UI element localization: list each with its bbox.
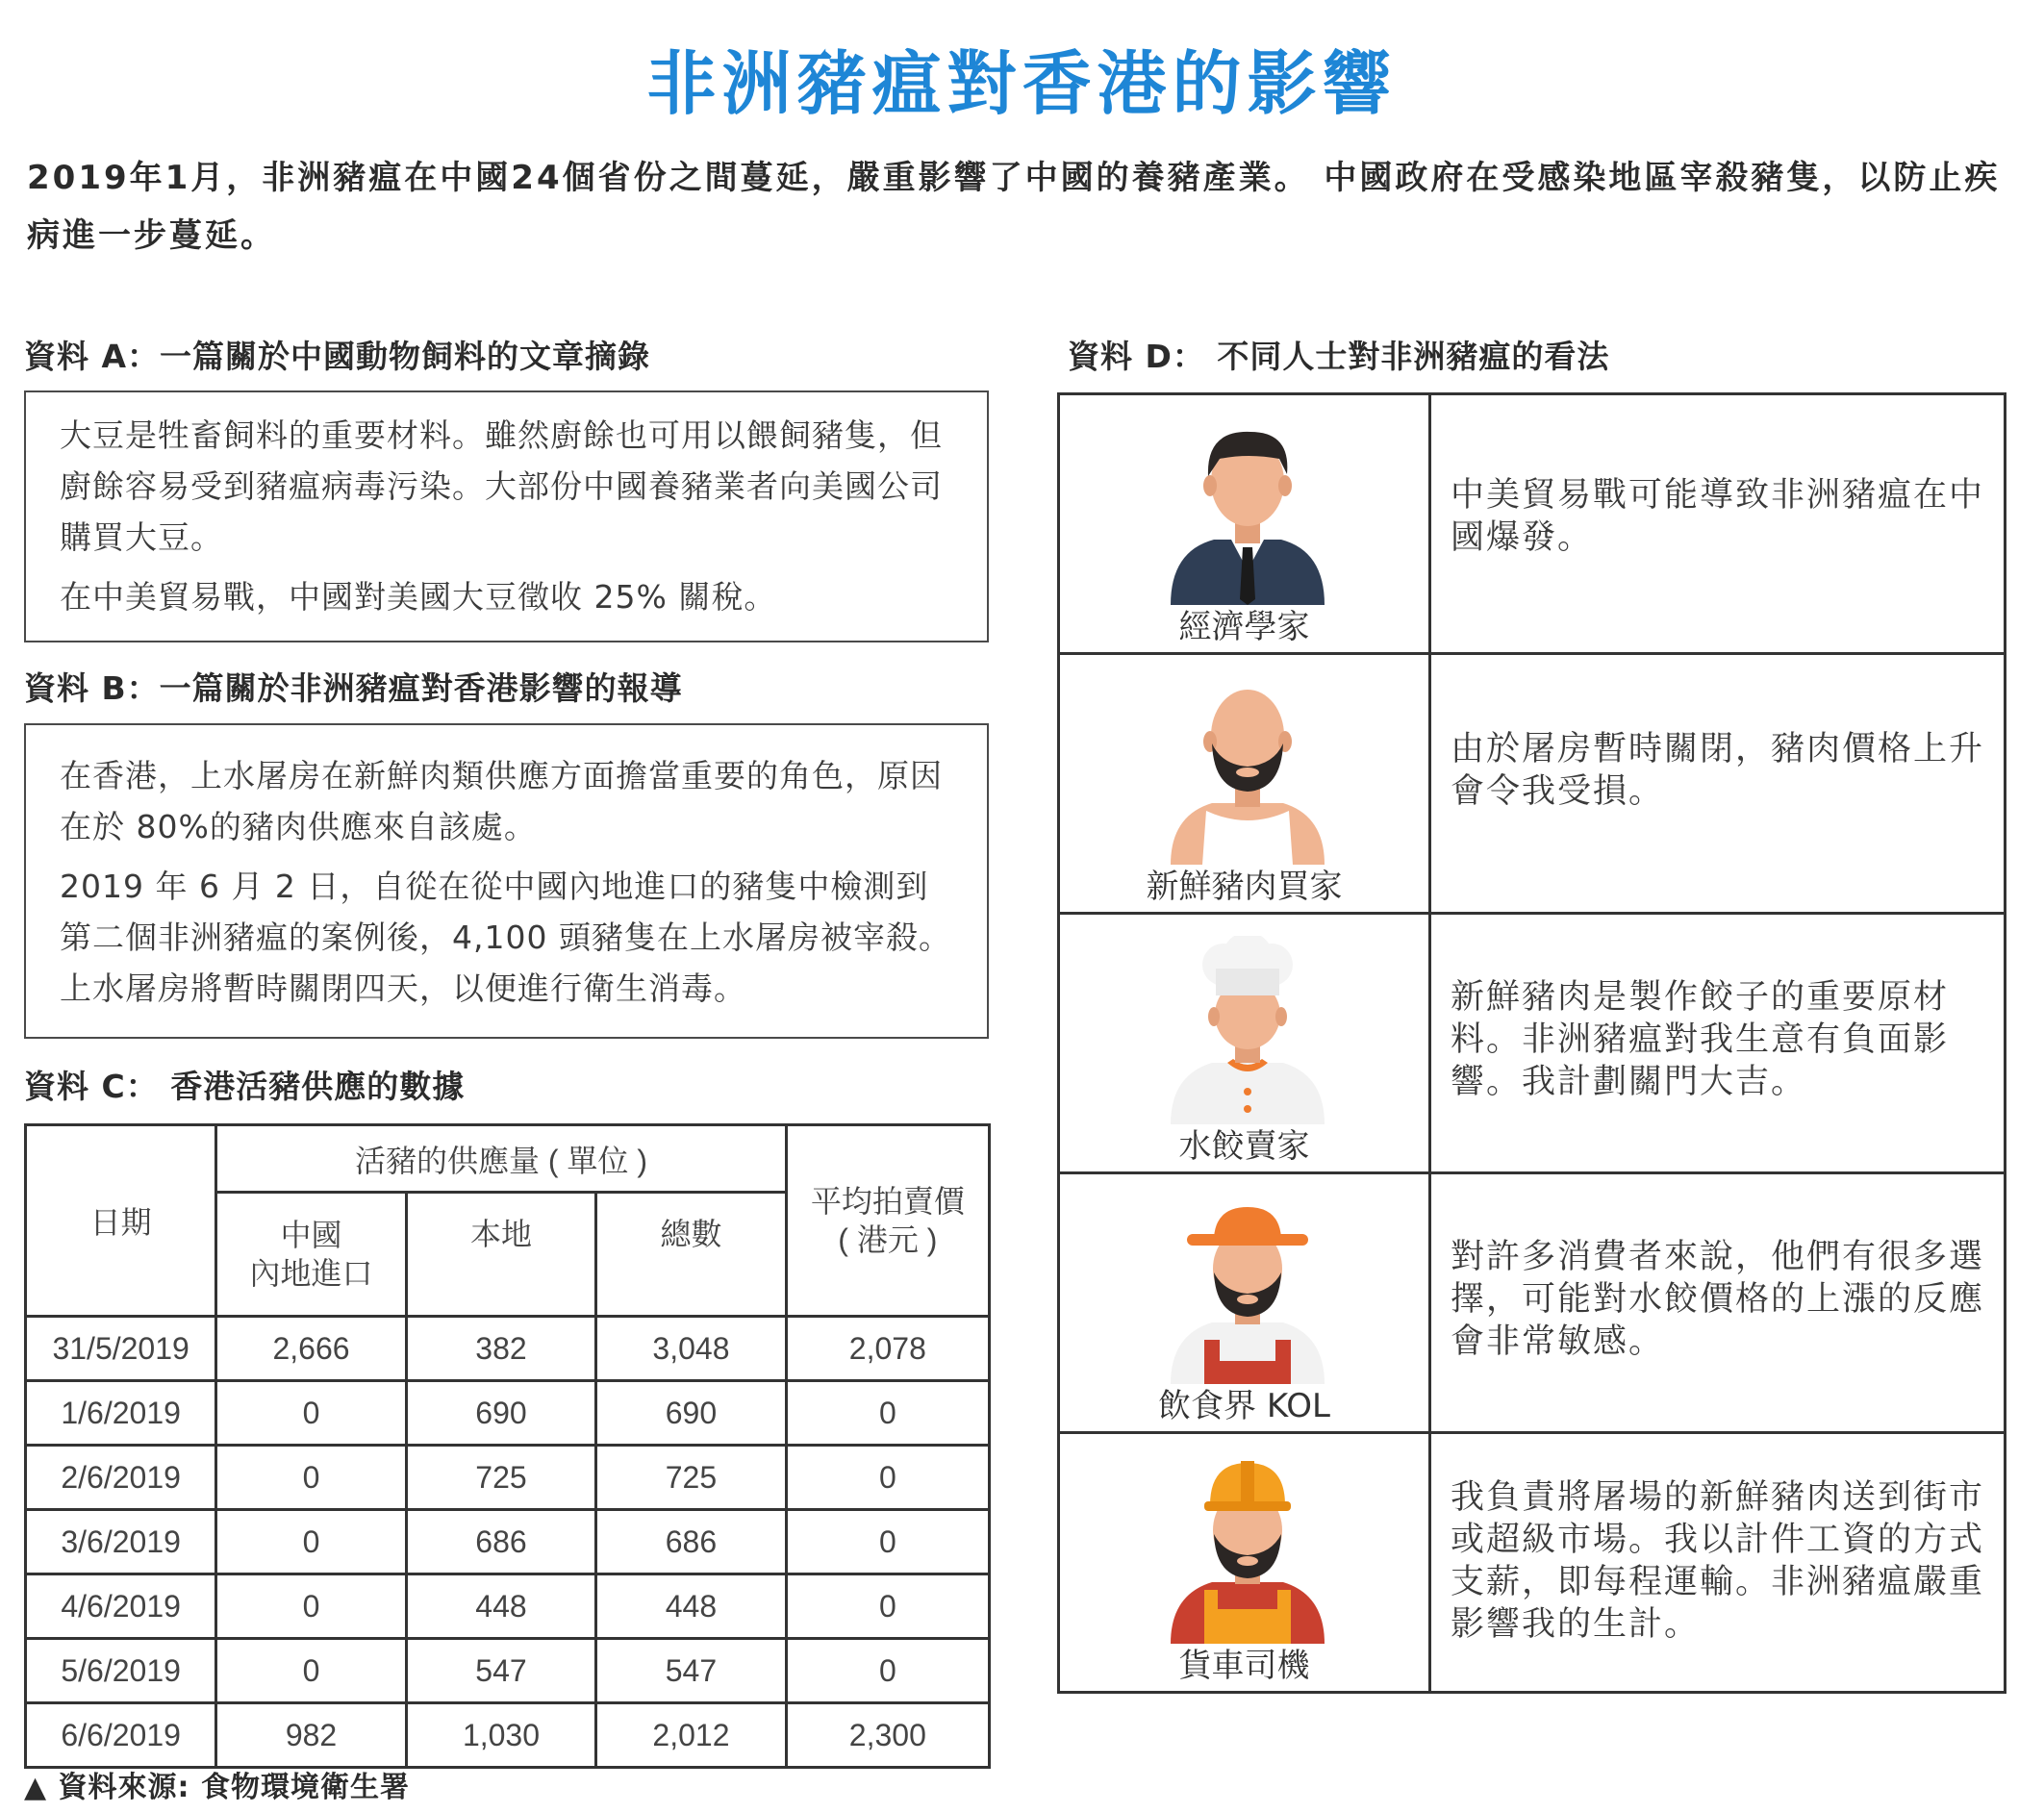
person-label: 經濟學家 (1178, 608, 1310, 646)
table-row (26, 1703, 990, 1768)
cell-local: 382 (406, 1317, 595, 1381)
cell-total: 690 (596, 1381, 786, 1446)
cell-local: 448 (406, 1574, 595, 1639)
table-row (26, 1381, 990, 1446)
cell-date: 31/5/2019 (26, 1317, 216, 1381)
cell-date: 5/6/2019 (26, 1639, 216, 1703)
kol-icon (1166, 1196, 1329, 1384)
opinion-row (1059, 394, 2006, 654)
cell-local: 686 (406, 1510, 595, 1574)
source-b-paragraph-2: 2019 年 6 月 2 日，自從在從中國內地進口的豬隻中檢測到第二個非洲豬瘟的案例後，4,100 頭豬隻在上水屠房被宰殺。上水屠房將暫時關閉四天，以便進行衛生消毒。 (60, 868, 951, 1007)
cell-total: 3,048 (596, 1317, 786, 1381)
pork-buyer-icon (1166, 676, 1329, 865)
page-title: 非洲豬瘟對香港的影響 (646, 43, 1398, 124)
cell-price: 0 (786, 1574, 989, 1639)
opinion-row (1059, 1433, 2006, 1693)
cell-mainland: 0 (216, 1574, 406, 1639)
col-header-price (786, 1125, 989, 1317)
cell-local: 725 (406, 1446, 595, 1510)
source-a-heading: 資料 A：一篇關於中國動物飼料的文章摘錄 (24, 338, 651, 375)
cell-price: 0 (786, 1446, 989, 1510)
col-header-price-line1: 平均拍賣價 (810, 1184, 965, 1219)
chef-icon (1166, 936, 1329, 1124)
source-a-paragraph-1: 大豆是牲畜飼料的重要材料。雖然廚餘也可用以餵飼豬隻，但廚餘容易受到豬瘟病毒污染。大部份中國養豬業者向美國公司購買大豆。 (60, 416, 943, 556)
opinion-row (1059, 654, 2006, 914)
opinion-quote: 我負責將屠場的新鮮豬肉送到街市或超級市場。我以計件工資的方式支薪，即每程運輸。非洲豬瘟嚴重影響我的生計。 (1451, 1478, 1985, 1644)
economist-icon (1166, 416, 1329, 605)
person-cell (1059, 1173, 1430, 1433)
person-cell (1059, 654, 1430, 914)
cell-total: 547 (596, 1639, 786, 1703)
source-b-paragraph-1: 在香港，上水屠房在新鮮肉類供應方面擔當重要的角色，原因在於 80%的豬肉供應來自該處。 (60, 757, 943, 845)
person-label: 新鮮豬肉買家 (1146, 868, 1343, 906)
col-header-total: 總數 (596, 1193, 786, 1317)
col-header-mainland (216, 1193, 406, 1317)
quote-cell (1430, 394, 2006, 654)
cell-local: 1,030 (406, 1703, 595, 1768)
cell-total: 725 (596, 1446, 786, 1510)
col-header-price-line2: ( 港元 ) (838, 1222, 938, 1257)
table-row (26, 1446, 990, 1510)
cell-mainland: 2,666 (216, 1317, 406, 1381)
cell-date: 3/6/2019 (26, 1510, 216, 1574)
opinion-row (1059, 1173, 2006, 1433)
quote-cell (1430, 654, 2006, 914)
table-row (26, 1510, 990, 1574)
cell-price: 2,300 (786, 1703, 989, 1768)
opinion-quote: 由於屠房暫時關閉，豬肉價格上升會令我受損。 (1451, 730, 1985, 811)
cell-local: 690 (406, 1381, 595, 1446)
quote-cell (1430, 1433, 2006, 1693)
cell-date: 6/6/2019 (26, 1703, 216, 1768)
truck-driver-icon (1166, 1455, 1329, 1644)
cell-price: 2,078 (786, 1317, 989, 1381)
cell-date: 1/6/2019 (26, 1381, 216, 1446)
opinion-quote: 新鮮豬肉是製作餃子的重要原材料。非洲豬瘟對我生意有負面影響。我計劃關門大吉。 (1451, 978, 1950, 1101)
cell-total: 448 (596, 1574, 786, 1639)
person-label: 飲食界 KOL (1158, 1387, 1330, 1425)
person-cell (1059, 914, 1430, 1173)
source-d-heading: 資料 D： 不同人士對非洲豬瘟的看法 (1068, 338, 1610, 375)
cell-mainland: 0 (216, 1510, 406, 1574)
cell-price: 0 (786, 1510, 989, 1574)
person-label: 貨車司機 (1178, 1647, 1310, 1685)
quote-cell (1430, 914, 2006, 1173)
col-header-supply-group: 活豬的供應量 ( 單位 ) (216, 1125, 786, 1193)
col-header-date: 日期 (26, 1125, 216, 1317)
pig-supply-table (24, 1123, 991, 1769)
opinion-quote: 對許多消費者來說，他們有很多選擇，可能對水餃價格的上漲的反應會非常敏感。 (1451, 1238, 1985, 1361)
col-header-local: 本地 (406, 1193, 595, 1317)
table-row (26, 1574, 990, 1639)
cell-date: 2/6/2019 (26, 1446, 216, 1510)
person-label: 水餃賣家 (1178, 1127, 1310, 1166)
cell-total: 2,012 (596, 1703, 786, 1768)
source-b-heading: 資料 B：一篇關於非洲豬瘟對香港影響的報導 (24, 669, 683, 707)
cell-total: 686 (596, 1510, 786, 1574)
cell-mainland: 0 (216, 1639, 406, 1703)
data-source-footnote: ▲ 資料來源: 食物環境衛生署 (24, 1771, 410, 1804)
cell-date: 4/6/2019 (26, 1574, 216, 1639)
table-row (26, 1317, 990, 1381)
cell-mainland: 0 (216, 1381, 406, 1446)
opinions-table (1057, 392, 2006, 1694)
opinion-quote: 中美貿易戰可能導致非洲豬瘟在中國爆發。 (1451, 476, 1985, 557)
cell-local: 547 (406, 1639, 595, 1703)
cell-price: 0 (786, 1639, 989, 1703)
source-b-box (24, 723, 989, 1039)
person-cell (1059, 1433, 1430, 1693)
opinion-row (1059, 914, 2006, 1173)
table-row (26, 1639, 990, 1703)
col-header-mainland-line2: 內地進口 (249, 1256, 373, 1291)
person-cell (1059, 394, 1430, 654)
intro-text: 2019年1月，非洲豬瘟在中國24個省份之間蔓延，嚴重影響了中國的養豬產業。 中國政府在受感染地區宰殺豬隻，以防止疾病進一步蔓延。 (27, 159, 2001, 255)
cell-price: 0 (786, 1381, 989, 1446)
source-a-box (24, 390, 989, 642)
source-a-paragraph-2: 在中美貿易戰，中國對美國大豆徵收 25% 關稅。 (60, 578, 777, 616)
col-header-mainland-line1: 中國 (280, 1218, 342, 1252)
quote-cell (1430, 1173, 2006, 1433)
source-c-heading: 資料 C： 香港活豬供應的數據 (24, 1068, 466, 1105)
cell-mainland: 982 (216, 1703, 406, 1768)
cell-mainland: 0 (216, 1446, 406, 1510)
